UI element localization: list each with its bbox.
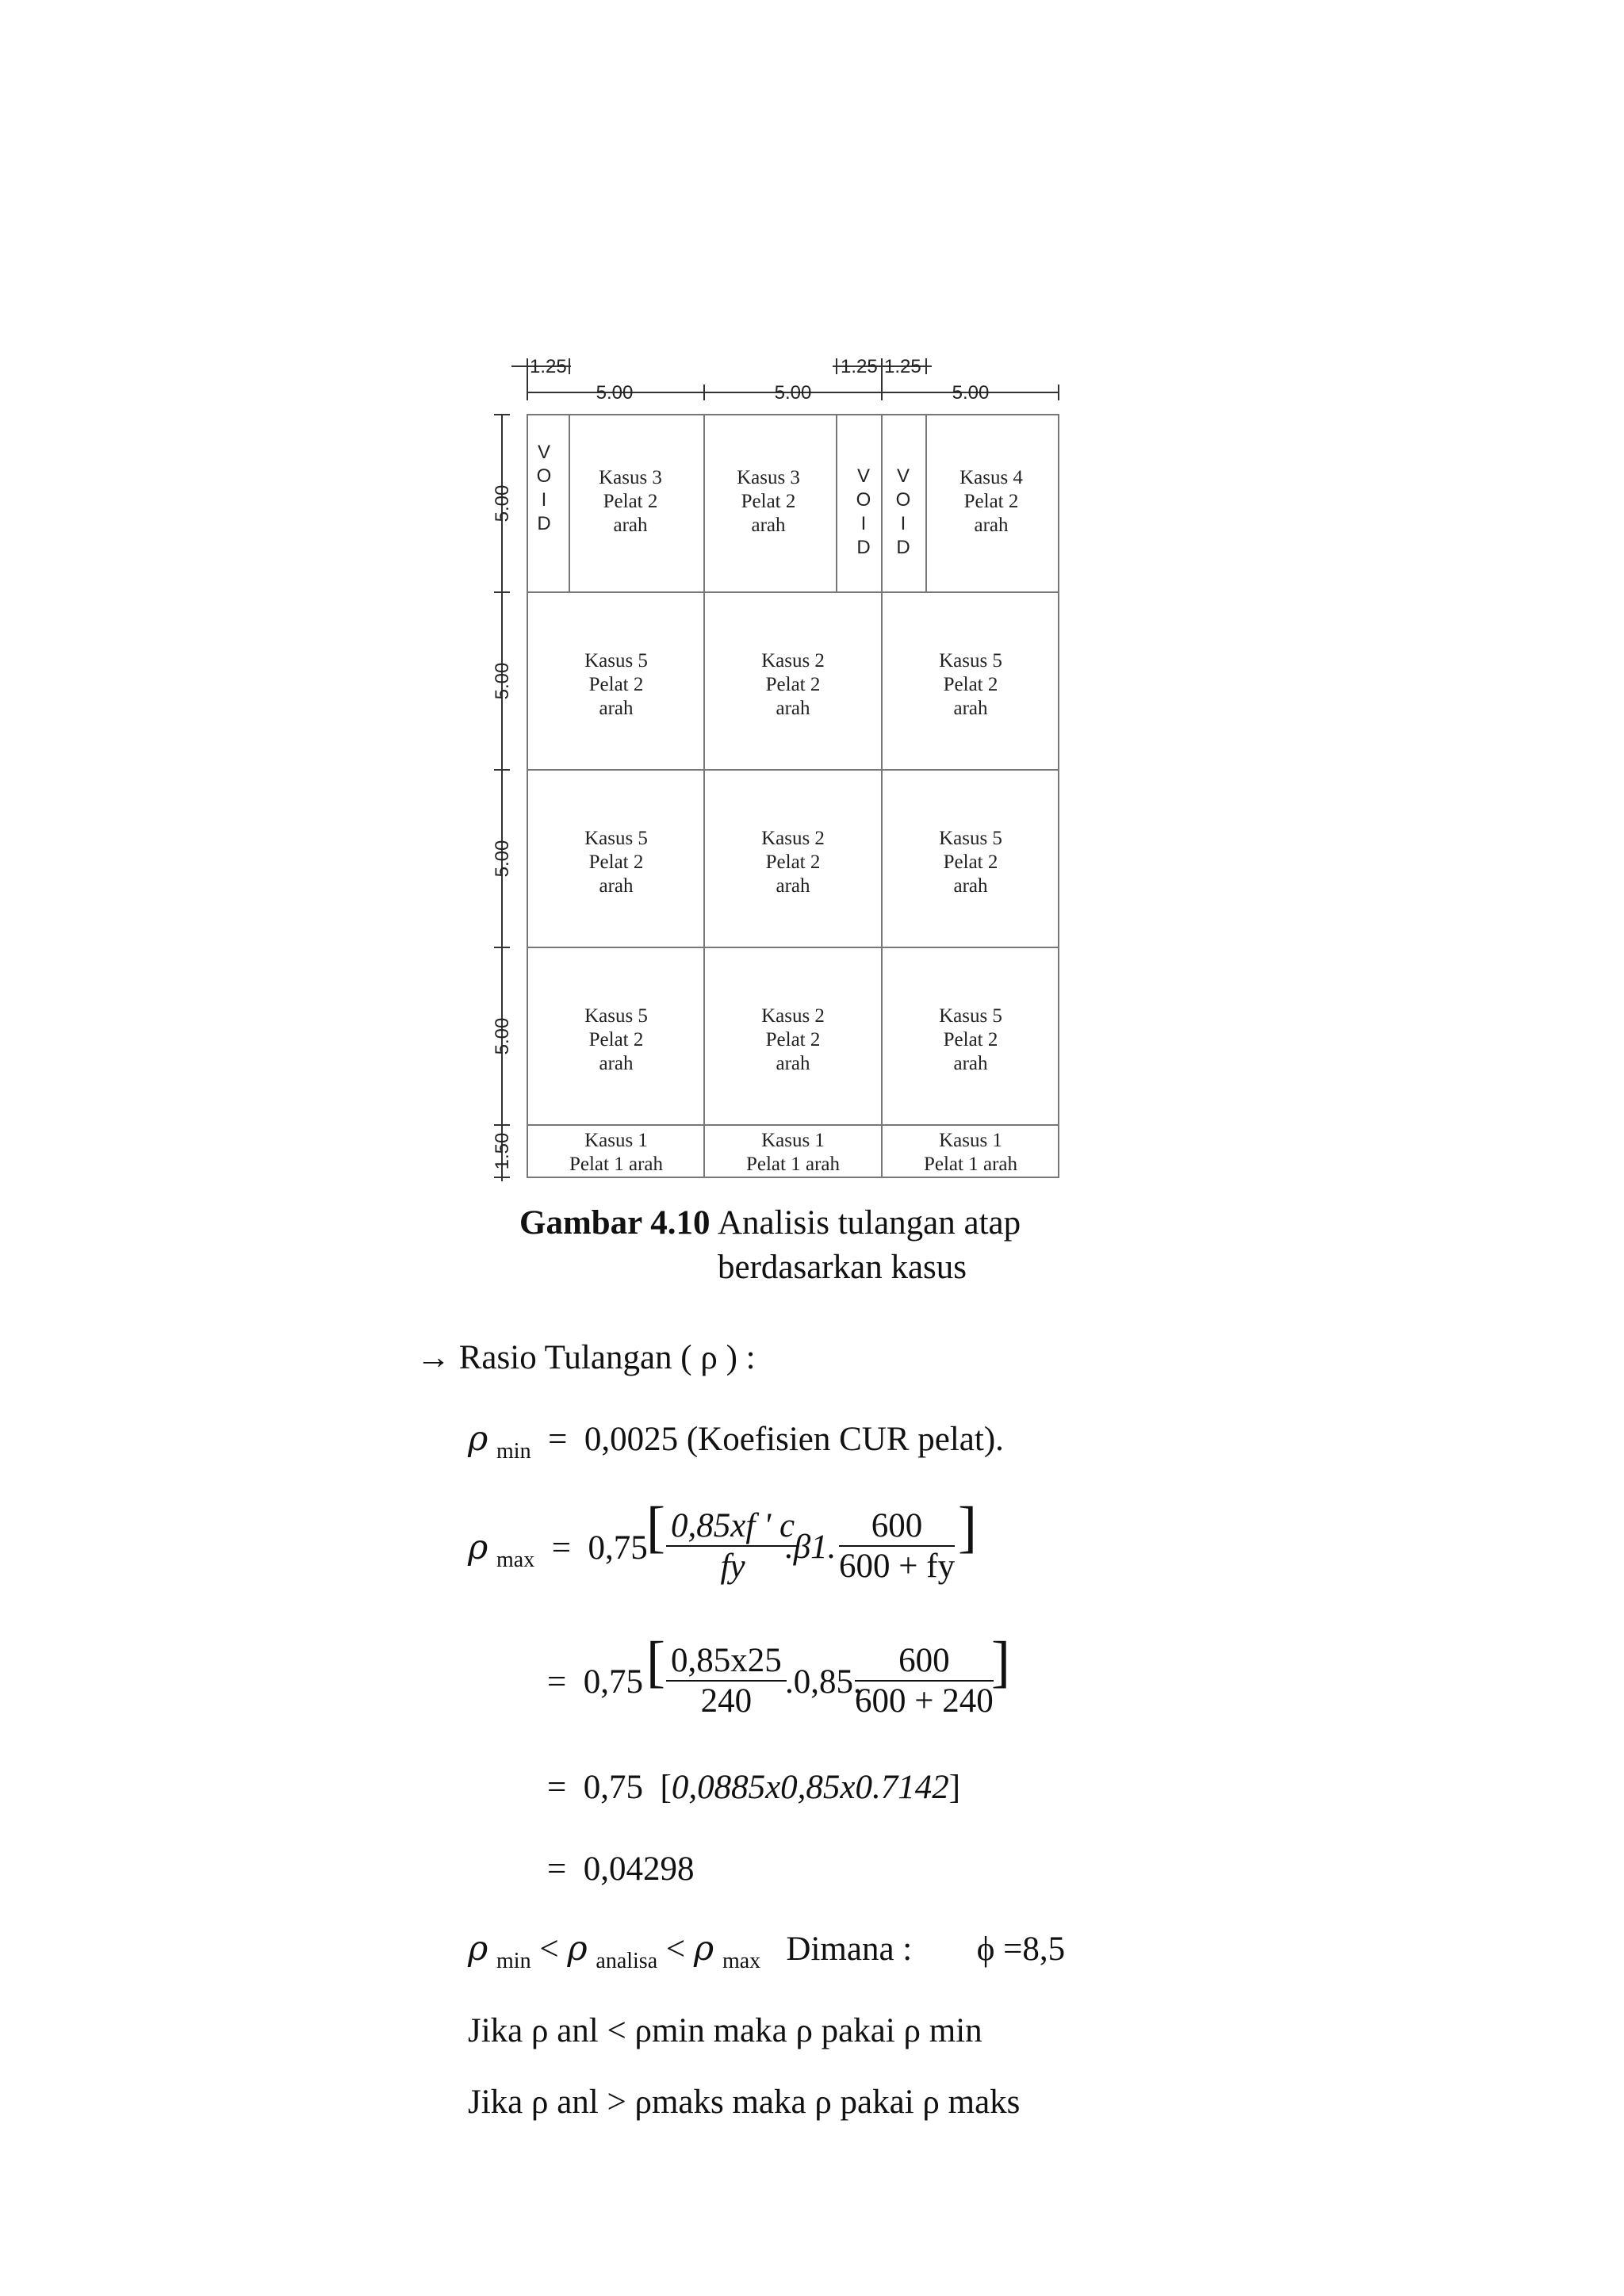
- dim-row-3: 5.00: [492, 840, 513, 878]
- case-label: Pelat 2: [943, 851, 998, 873]
- dim-row-2: 5.00: [492, 662, 513, 700]
- dim-row-1: 5.00: [492, 484, 513, 522]
- right-bracket: ]: [948, 1769, 961, 1806]
- void-mid-right-letter: V: [896, 465, 910, 487]
- case-label: Kasus 2: [761, 828, 825, 849]
- equals-sign: =: [548, 1421, 568, 1458]
- fraction-denominator: 600 + fy: [839, 1548, 956, 1585]
- dim-col-2: 5.00: [774, 382, 812, 404]
- beta-term: .β1.: [785, 1529, 837, 1566]
- fraction-numerator: 0,85xf ' c: [666, 1506, 799, 1547]
- rho-max-lhs: [468, 1528, 648, 1573]
- rho-subscript: max: [496, 1548, 535, 1572]
- case-label: Kasus 5: [584, 650, 648, 672]
- case-label: Pelat 2: [765, 851, 821, 873]
- fraction-numerator: 0,85x25: [666, 1641, 787, 1682]
- case-label: arah: [776, 698, 810, 719]
- case-label: arah: [974, 515, 1009, 536]
- case-label: arah: [776, 875, 810, 897]
- fraction-denominator: fy: [720, 1548, 745, 1585]
- dim-void-left: 1.25: [530, 356, 567, 377]
- void-left-letter: I: [541, 489, 547, 511]
- fraction-denominator: 600 + 240: [855, 1682, 994, 1720]
- fraction-1: [666, 1506, 799, 1586]
- void-left-letter: D: [537, 513, 551, 534]
- case-label: Kasus 1: [761, 1130, 825, 1151]
- case-label: arah: [953, 1053, 988, 1074]
- fraction-2: [855, 1641, 994, 1720]
- rho-symbol: ρ: [468, 1929, 488, 1969]
- top-dimension-labels: [530, 356, 989, 404]
- void-mid-left-letter: O: [856, 489, 871, 511]
- rule-min: Jika ρ anl < ρmin maka ρ pakai ρ min: [468, 2012, 982, 2049]
- case-label: Kasus 3: [599, 467, 662, 488]
- case-label: arah: [599, 875, 634, 897]
- dim-void-mid-right: 1.25: [884, 356, 921, 377]
- fraction-numerator: 600: [855, 1641, 994, 1682]
- equals-sign: =: [547, 1850, 567, 1888]
- factor-term: .0,85.: [785, 1663, 862, 1701]
- dim-row-5: 1.50: [492, 1132, 513, 1170]
- caption-line-2: berdasarkan kasus: [718, 1249, 967, 1286]
- void-mid-right-letter: O: [895, 489, 911, 511]
- fraction-1: [666, 1641, 787, 1720]
- case-label: arah: [953, 875, 988, 897]
- left-bracket: [: [660, 1769, 672, 1806]
- case-label: Pelat 2: [765, 1029, 821, 1050]
- rho-min-line: [468, 1419, 1004, 1464]
- less-than-sign: <: [665, 1931, 686, 1968]
- rho-max-result: [547, 1850, 695, 1888]
- case-label: Kasus 5: [939, 828, 1002, 849]
- middle-rows-labels: [584, 650, 1002, 1074]
- case-label: Pelat 1 arah: [923, 1154, 1018, 1175]
- rho-symbol: ρ: [468, 1419, 488, 1459]
- void-left-letter: O: [536, 465, 552, 487]
- result-value: 0,04298: [583, 1850, 695, 1888]
- case-label: Kasus 1: [584, 1130, 648, 1151]
- dim-col-1: 5.00: [596, 382, 634, 404]
- case-label: arah: [599, 1053, 634, 1074]
- dimana-label: Dimana :: [786, 1931, 913, 1968]
- side-dimension-lines: [494, 415, 510, 1181]
- product-expression: 0,0885x0,85x0.7142: [671, 1769, 949, 1806]
- case-label: Pelat 2: [741, 491, 796, 512]
- figure-number: Gambar 4.10: [519, 1204, 710, 1242]
- void-mid-left-letter: D: [856, 537, 871, 558]
- case-label: Kasus 5: [584, 1005, 648, 1027]
- rho-symbol: ρ: [693, 1929, 714, 1969]
- case-label: Pelat 2: [765, 674, 821, 695]
- void-left-letter: V: [537, 442, 551, 463]
- fraction-2: [839, 1506, 955, 1586]
- case-label: Pelat 1 arah: [569, 1154, 664, 1175]
- rho-subscript: min: [496, 1439, 531, 1464]
- fraction-denominator: 240: [700, 1682, 753, 1720]
- fraction-numerator: 600: [839, 1506, 955, 1547]
- case-label: Kasus 4: [959, 467, 1023, 488]
- case-label: Pelat 2: [943, 674, 998, 695]
- case-label: arah: [776, 1053, 810, 1074]
- right-bracket: ]: [958, 1495, 977, 1559]
- dim-row-4: 5.00: [492, 1017, 513, 1055]
- rho-inequality: [468, 1929, 1065, 1974]
- void-mid-left-letter: I: [860, 513, 867, 534]
- row-1-labels: [599, 467, 1023, 536]
- equals-sign: =: [547, 1663, 567, 1701]
- case-label: Pelat 2: [588, 851, 644, 873]
- case-label: Kasus 2: [761, 650, 825, 672]
- coefficient: 0,75: [583, 1663, 644, 1701]
- caption-line-1: Analisis tulangan atap: [718, 1204, 1021, 1242]
- rho-subscript: min: [496, 1949, 531, 1973]
- phi-value: ϕ =8,5: [976, 1931, 1066, 1968]
- left-bracket: [: [646, 1630, 665, 1693]
- case-label: Pelat 2: [603, 491, 658, 512]
- case-label: arah: [599, 698, 634, 719]
- void-mid-right-letter: D: [896, 537, 910, 558]
- case-label: arah: [953, 698, 988, 719]
- equals-sign: =: [547, 1769, 567, 1806]
- void-mid-right-letter: I: [900, 513, 906, 534]
- rho-max-step-3: [547, 1768, 960, 1807]
- rho-subscript: analisa: [596, 1949, 658, 1973]
- case-label: Kasus 2: [761, 1005, 825, 1027]
- void-mid-left-letter: V: [856, 465, 871, 487]
- arrow-right-icon: →: [416, 1339, 450, 1376]
- case-label: arah: [751, 515, 786, 536]
- case-label: Pelat 2: [588, 1029, 644, 1050]
- dim-col-3: 5.00: [952, 382, 990, 404]
- coefficient: 0,75: [583, 1769, 644, 1806]
- equals-sign: =: [551, 1529, 572, 1567]
- case-label: Kasus 5: [939, 1005, 1002, 1027]
- rule-max: Jika ρ anl > ρmaks maka ρ pakai ρ maks: [468, 2084, 1021, 2121]
- figure-caption: [519, 1201, 1021, 1286]
- section-heading: [416, 1338, 756, 1377]
- void-labels: [537, 442, 911, 558]
- rho-min-value: 0,0025 (Koefisien CUR pelat).: [584, 1421, 1004, 1458]
- right-bracket: ]: [991, 1630, 1010, 1693]
- case-label: Kasus 3: [737, 467, 800, 488]
- case-label: Kasus 1: [939, 1130, 1002, 1151]
- left-bracket: [: [646, 1495, 665, 1559]
- coefficient: 0,75: [588, 1529, 648, 1567]
- case-label: Pelat 2: [943, 1029, 998, 1050]
- case-label: Pelat 1 arah: [745, 1154, 841, 1175]
- case-label: Kasus 5: [584, 828, 648, 849]
- case-label: arah: [613, 515, 648, 536]
- rho-symbol: ρ: [468, 1528, 488, 1567]
- case-label: Kasus 5: [939, 650, 1002, 672]
- bottom-row-labels: [569, 1130, 1018, 1175]
- step2-lhs: [547, 1663, 643, 1701]
- heading-text: Rasio Tulangan ( ρ ) :: [458, 1339, 756, 1376]
- less-than-sign: <: [539, 1931, 559, 1968]
- case-label: Pelat 2: [963, 491, 1019, 512]
- case-label: Pelat 2: [588, 674, 644, 695]
- dim-void-mid-left: 1.25: [841, 356, 878, 377]
- rho-symbol: ρ: [567, 1929, 588, 1969]
- rho-subscript: max: [722, 1949, 761, 1973]
